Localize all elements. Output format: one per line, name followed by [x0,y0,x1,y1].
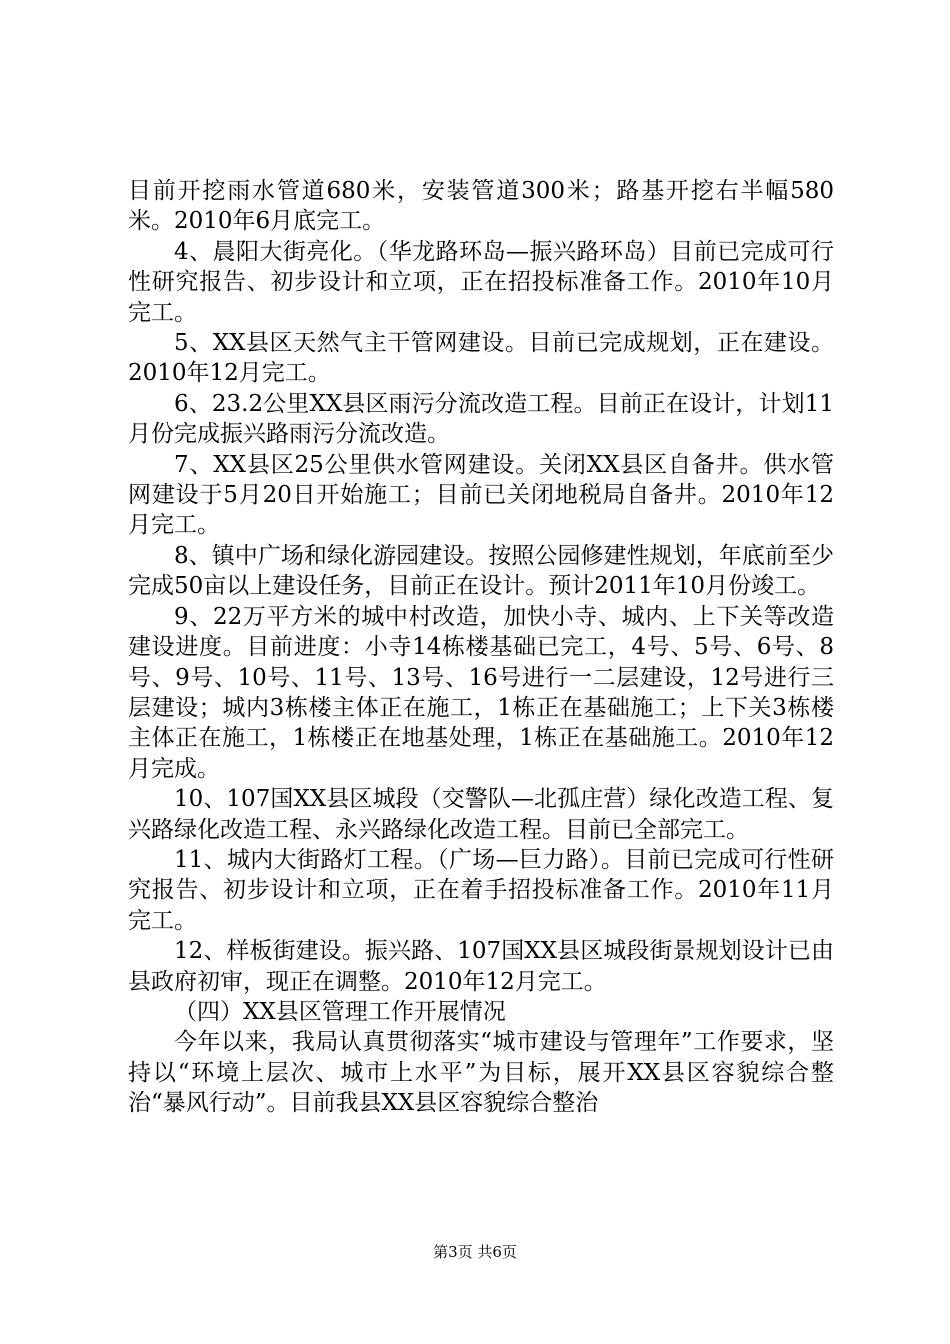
paragraph-item-4: 4、晨阳大街亮化。（华龙路环岛—振兴路环岛）目前已完成可行性研究报告、初步设计和立项，正在招投标准备工作。2010年10月完工。 [128,238,834,326]
paragraph-item-11: 11、城内大街路灯工程。（广场—巨力路）。目前已完成可行性研究报告、初步设计和立项，正在着手招投标准备工作。2010年11月完工。 [128,846,834,934]
paragraph-section-intro: 今年以来，我局认真贯彻落实“城市建设与管理年”工作要求，坚持以“环境上层次、城市上水平”为目标，展开XX县区容貌综合整治“暴风行动”。目前我县XX县区容貌综合整治 [128,1029,834,1117]
paragraph-item-12: 12、样板街建设。振兴路、107国XX县区城段街景规划设计已由县政府初审，现正在调整。2010年12月完工。 [128,938,834,995]
paragraph-item-7: 7、XX县区25公里供水管网建设。关闭XX县区自备井。供水管网建设于5月20日开始施工；目前已关闭地税局自备井。2010年12月完工。 [128,451,834,539]
document-body [128,176,834,1119]
section-heading: （四）XX县区管理工作开展情况 [174,998,506,1025]
paragraph-item-9: 9、22万平方米的城中村改造，加快小寺、城内、上下关等改造建设进度。目前进度：小寺14栋楼基础已完工，4号、5号、6号、8号、9号、10号、11号、13号、16号进行一二层建设，12号进行三层建设；城内3栋楼主体正在施工，1栋正在基础施工；上下关3栋楼主体正在施工，1栋楼正在地基处理，1栋正在基础施工。2010年12月完成。 [128,603,834,782]
paragraph-item-10: 10、107国XX县区城段（交警队—北孤庄营）绿化改造工程、复兴路绿化改造工程、永兴路绿化改造工程。目前已全部完工。 [128,786,834,843]
page-footer: 第3页 共6页 [433,1243,517,1261]
paragraph-item-8: 8、镇中广场和绿化游园建设。按照公园修建性规划，年底前至少完成50亩以上建设任务，目前正在设计。预计2011年10月份竣工。 [128,542,834,600]
paragraph-continuation: 目前开挖雨水管道680米，安装管道300米；路基开挖右半幅580米。2010年6月底完工。 [128,178,834,235]
paragraph-item-6: 6、23.2公里XX县区雨污分流改造工程。目前正在设计，计划11月份完成振兴路雨污分流改造。 [128,390,834,448]
paragraph-item-5: 5、XX县区天然气主干管网建设。目前已完成规划，正在建设。2010年12月完工。 [128,330,834,387]
